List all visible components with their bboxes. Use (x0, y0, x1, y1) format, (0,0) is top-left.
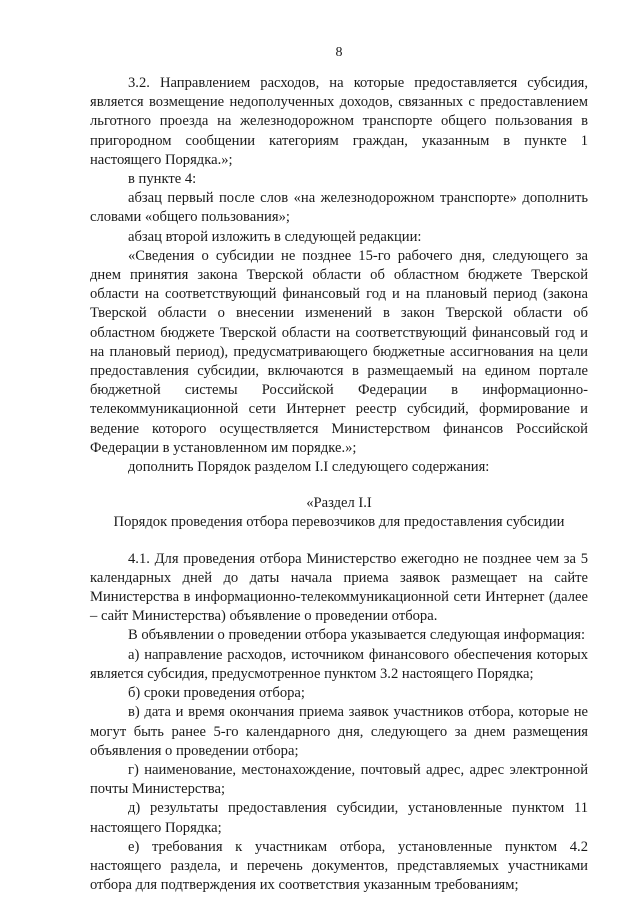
paragraph-first-abzac: абзац первый после слов «на железнодорожном транспорте» дополнить словами «общего пользования»; (90, 190, 588, 226)
list-item-g: г) наименование, местонахождение, почтовый адрес, адрес электронной почты Министерства; (90, 761, 588, 798)
paragraph-item-4: в пункте 4: (128, 171, 197, 188)
paragraph-4-1: 4.1. Для проведения отбора Министерство ежегодно не позднее чем за 5 календарных дней до даты начала приема заявок размещает на сайте Министерства в информационно-телекоммуникационной сети Интернет (далее – сайт Министерства) объявление о проведении отбора. (90, 550, 588, 625)
list-item-d: д) результаты предоставления субсидии, установленные пунктом 11 настоящего Порядка; (90, 800, 588, 836)
page-number: 8 (335, 45, 343, 60)
paragraph-subsidy-info: «Сведения о субсидии не позднее 15-го рабочего дня, следующего за днем принятия закона Тверской области об областном бюджете Тверской области на соответствующий финансовый год и на плановый период (закона Тверской области о внесении изменений в закон Тверской области об областном бюджете Тверской области на соответствующий финансовый год и на плановый период), предусматривающего бюджетные ассигнования на цели предоставления субсидии, включаются в размещаемый на едином портале бюджетной системы Российской Федерации в информационно-телекоммуникационной сети Интернет реестр субсидий, формирование и ведение которого осуществляется Министерством финансов Российской Федерации в установленном им порядке.»; (90, 247, 588, 456)
document-page (90, 44, 588, 895)
paragraph-3-2: 3.2. Направлением расходов, на которые предоставляется субсидия, является возмещение недополученных доходов, связанных с предоставлением льготного проезда на железнодорожном транспорте общего пользования в пригородном сообщении категориям граждан, указанным в пункте 1 настоящего Порядка.»; (90, 75, 588, 168)
section-heading: Порядок проведения отбора перевозчиков для предоставления субсидии (113, 514, 565, 531)
paragraph-second-abzac: абзац второй изложить в следующей редакции: (128, 228, 422, 245)
list-item-e: е) требования к участникам отбора, установленные пунктом 4.2 настоящего раздела, и перечень документов, представляемых участниками отбора для подтверждения их соответствия указанным требованиям; (90, 838, 588, 894)
paragraph-add-section: дополнить Порядок разделом I.I следующего содержания: (128, 459, 490, 476)
list-item-b: б) сроки проведения отбора; (128, 685, 305, 702)
list-item-v: в) дата и время окончания приема заявок участников отбора, которые не могут быть ранее 5-го календарного дня, следующего за днем размещения объявления о проведении отбора; (90, 704, 588, 759)
paragraph-announcement: В объявлении о проведении отбора указывается следующая информация: (128, 627, 586, 644)
section-title: «Раздел I.I (306, 495, 372, 512)
list-item-a: а) направление расходов, источником финансового обеспечения которых является субсидия, предусмотренное пунктом 3.2 настоящего Порядка; (90, 646, 588, 682)
